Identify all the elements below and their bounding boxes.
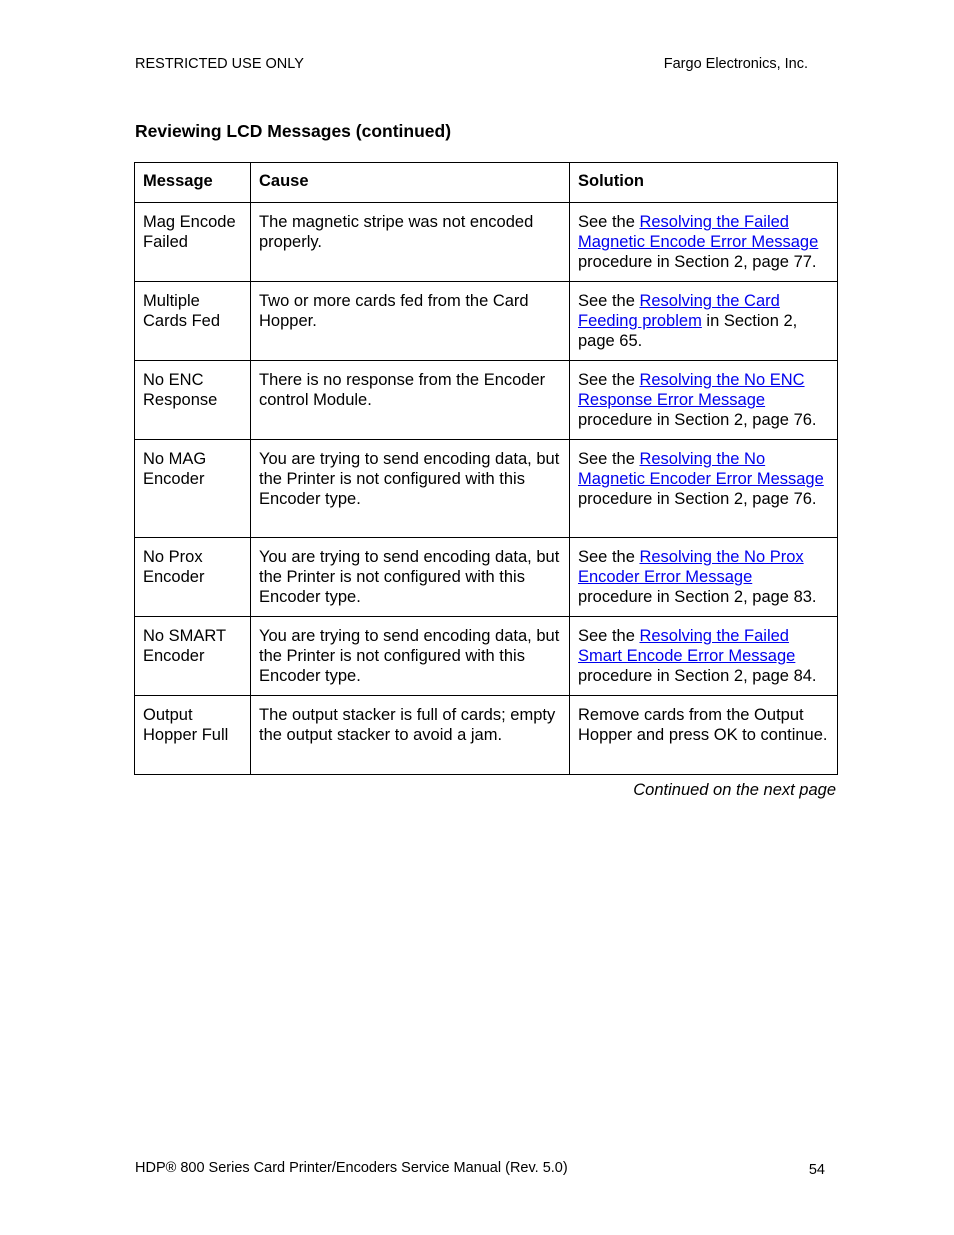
solution-cell bbox=[570, 203, 838, 282]
table-row bbox=[135, 696, 838, 775]
solution-suffix: procedure in Section 2, page 76. bbox=[578, 411, 817, 429]
solution-suffix: procedure in Section 2, page 84. bbox=[578, 667, 817, 685]
solution-suffix: in Section 2, page 65. bbox=[578, 312, 798, 350]
table-row bbox=[135, 440, 838, 538]
solution-cell bbox=[570, 440, 838, 538]
solution-cell bbox=[570, 282, 838, 361]
cause-cell: There is no response from the Encoder control Module. bbox=[251, 361, 570, 440]
cause-cell: The magnetic stripe was not encoded properly. bbox=[251, 203, 570, 282]
message-cell: Mag Encode Failed bbox=[135, 203, 251, 282]
solution-link[interactable]: Resolving the No ENC Response Error Message bbox=[578, 371, 805, 409]
solution-prefix: See the bbox=[578, 371, 640, 389]
table-row bbox=[135, 617, 838, 696]
lcd-messages-table bbox=[134, 162, 838, 775]
cause-cell: You are trying to send encoding data, but the Printer is not configured with this Encoder type. bbox=[251, 538, 570, 617]
footer-manual-title: HDP® 800 Series Card Printer/Encoders Service Manual (Rev. 5.0) bbox=[135, 1160, 568, 1176]
column-header-cause: Cause bbox=[251, 163, 570, 203]
message-cell: No MAG Encoder bbox=[135, 440, 251, 538]
column-header-solution: Solution bbox=[570, 163, 838, 203]
message-cell: No SMART Encoder bbox=[135, 617, 251, 696]
solution-suffix: procedure in Section 2, page 76. bbox=[578, 490, 817, 508]
solution-link[interactable]: Resolving the Failed Smart Encode Error Message bbox=[578, 627, 796, 665]
section-title: Reviewing LCD Messages (continued) bbox=[135, 121, 452, 141]
solution-link[interactable]: Resolving the No Prox Encoder Error Message bbox=[578, 548, 804, 586]
message-cell: No ENC Response bbox=[135, 361, 251, 440]
solution-link[interactable]: Resolving the Failed Magnetic Encode Error Message bbox=[578, 213, 819, 251]
solution-link[interactable]: Resolving the Card Feeding problem bbox=[578, 292, 780, 330]
solution-prefix: See the bbox=[578, 450, 640, 468]
page-number: 54 bbox=[808, 1162, 825, 1178]
header-restricted-label: RESTRICTED USE ONLY bbox=[135, 56, 304, 72]
message-cell: Multiple Cards Fed bbox=[135, 282, 251, 361]
solution-prefix: See the bbox=[578, 548, 640, 566]
solution-link[interactable]: Resolving the No Magnetic Encoder Error Message bbox=[578, 450, 824, 488]
table-header-row bbox=[135, 163, 838, 203]
cause-cell: You are trying to send encoding data, but the Printer is not configured with this Encoder type. bbox=[251, 617, 570, 696]
table-row bbox=[135, 361, 838, 440]
solution-cell bbox=[570, 538, 838, 617]
table-row bbox=[135, 203, 838, 282]
solution-cell bbox=[570, 617, 838, 696]
header-company-name: Fargo Electronics, Inc. bbox=[663, 56, 808, 72]
solution-prefix: See the bbox=[578, 213, 640, 231]
solution-prefix: See the bbox=[578, 627, 640, 645]
solution-cell bbox=[570, 361, 838, 440]
solution-suffix: procedure in Section 2, page 77. bbox=[578, 253, 817, 271]
solution-prefix: See the bbox=[578, 292, 640, 310]
message-cell: Output Hopper Full bbox=[135, 696, 251, 775]
continued-note: Continued on the next page bbox=[633, 781, 836, 799]
table-row bbox=[135, 282, 838, 361]
cause-cell: You are trying to send encoding data, but the Printer is not configured with this Encoder type. bbox=[251, 440, 570, 538]
solution-suffix: procedure in Section 2, page 83. bbox=[578, 588, 817, 606]
message-cell: No Prox Encoder bbox=[135, 538, 251, 617]
column-header-message: Message bbox=[135, 163, 251, 203]
cause-cell: Two or more cards fed from the Card Hopper. bbox=[251, 282, 570, 361]
cause-cell: The output stacker is full of cards; empty the output stacker to avoid a jam. bbox=[251, 696, 570, 775]
solution-cell: Remove cards from the Output Hopper and press OK to continue. bbox=[570, 696, 838, 775]
table-row bbox=[135, 538, 838, 617]
